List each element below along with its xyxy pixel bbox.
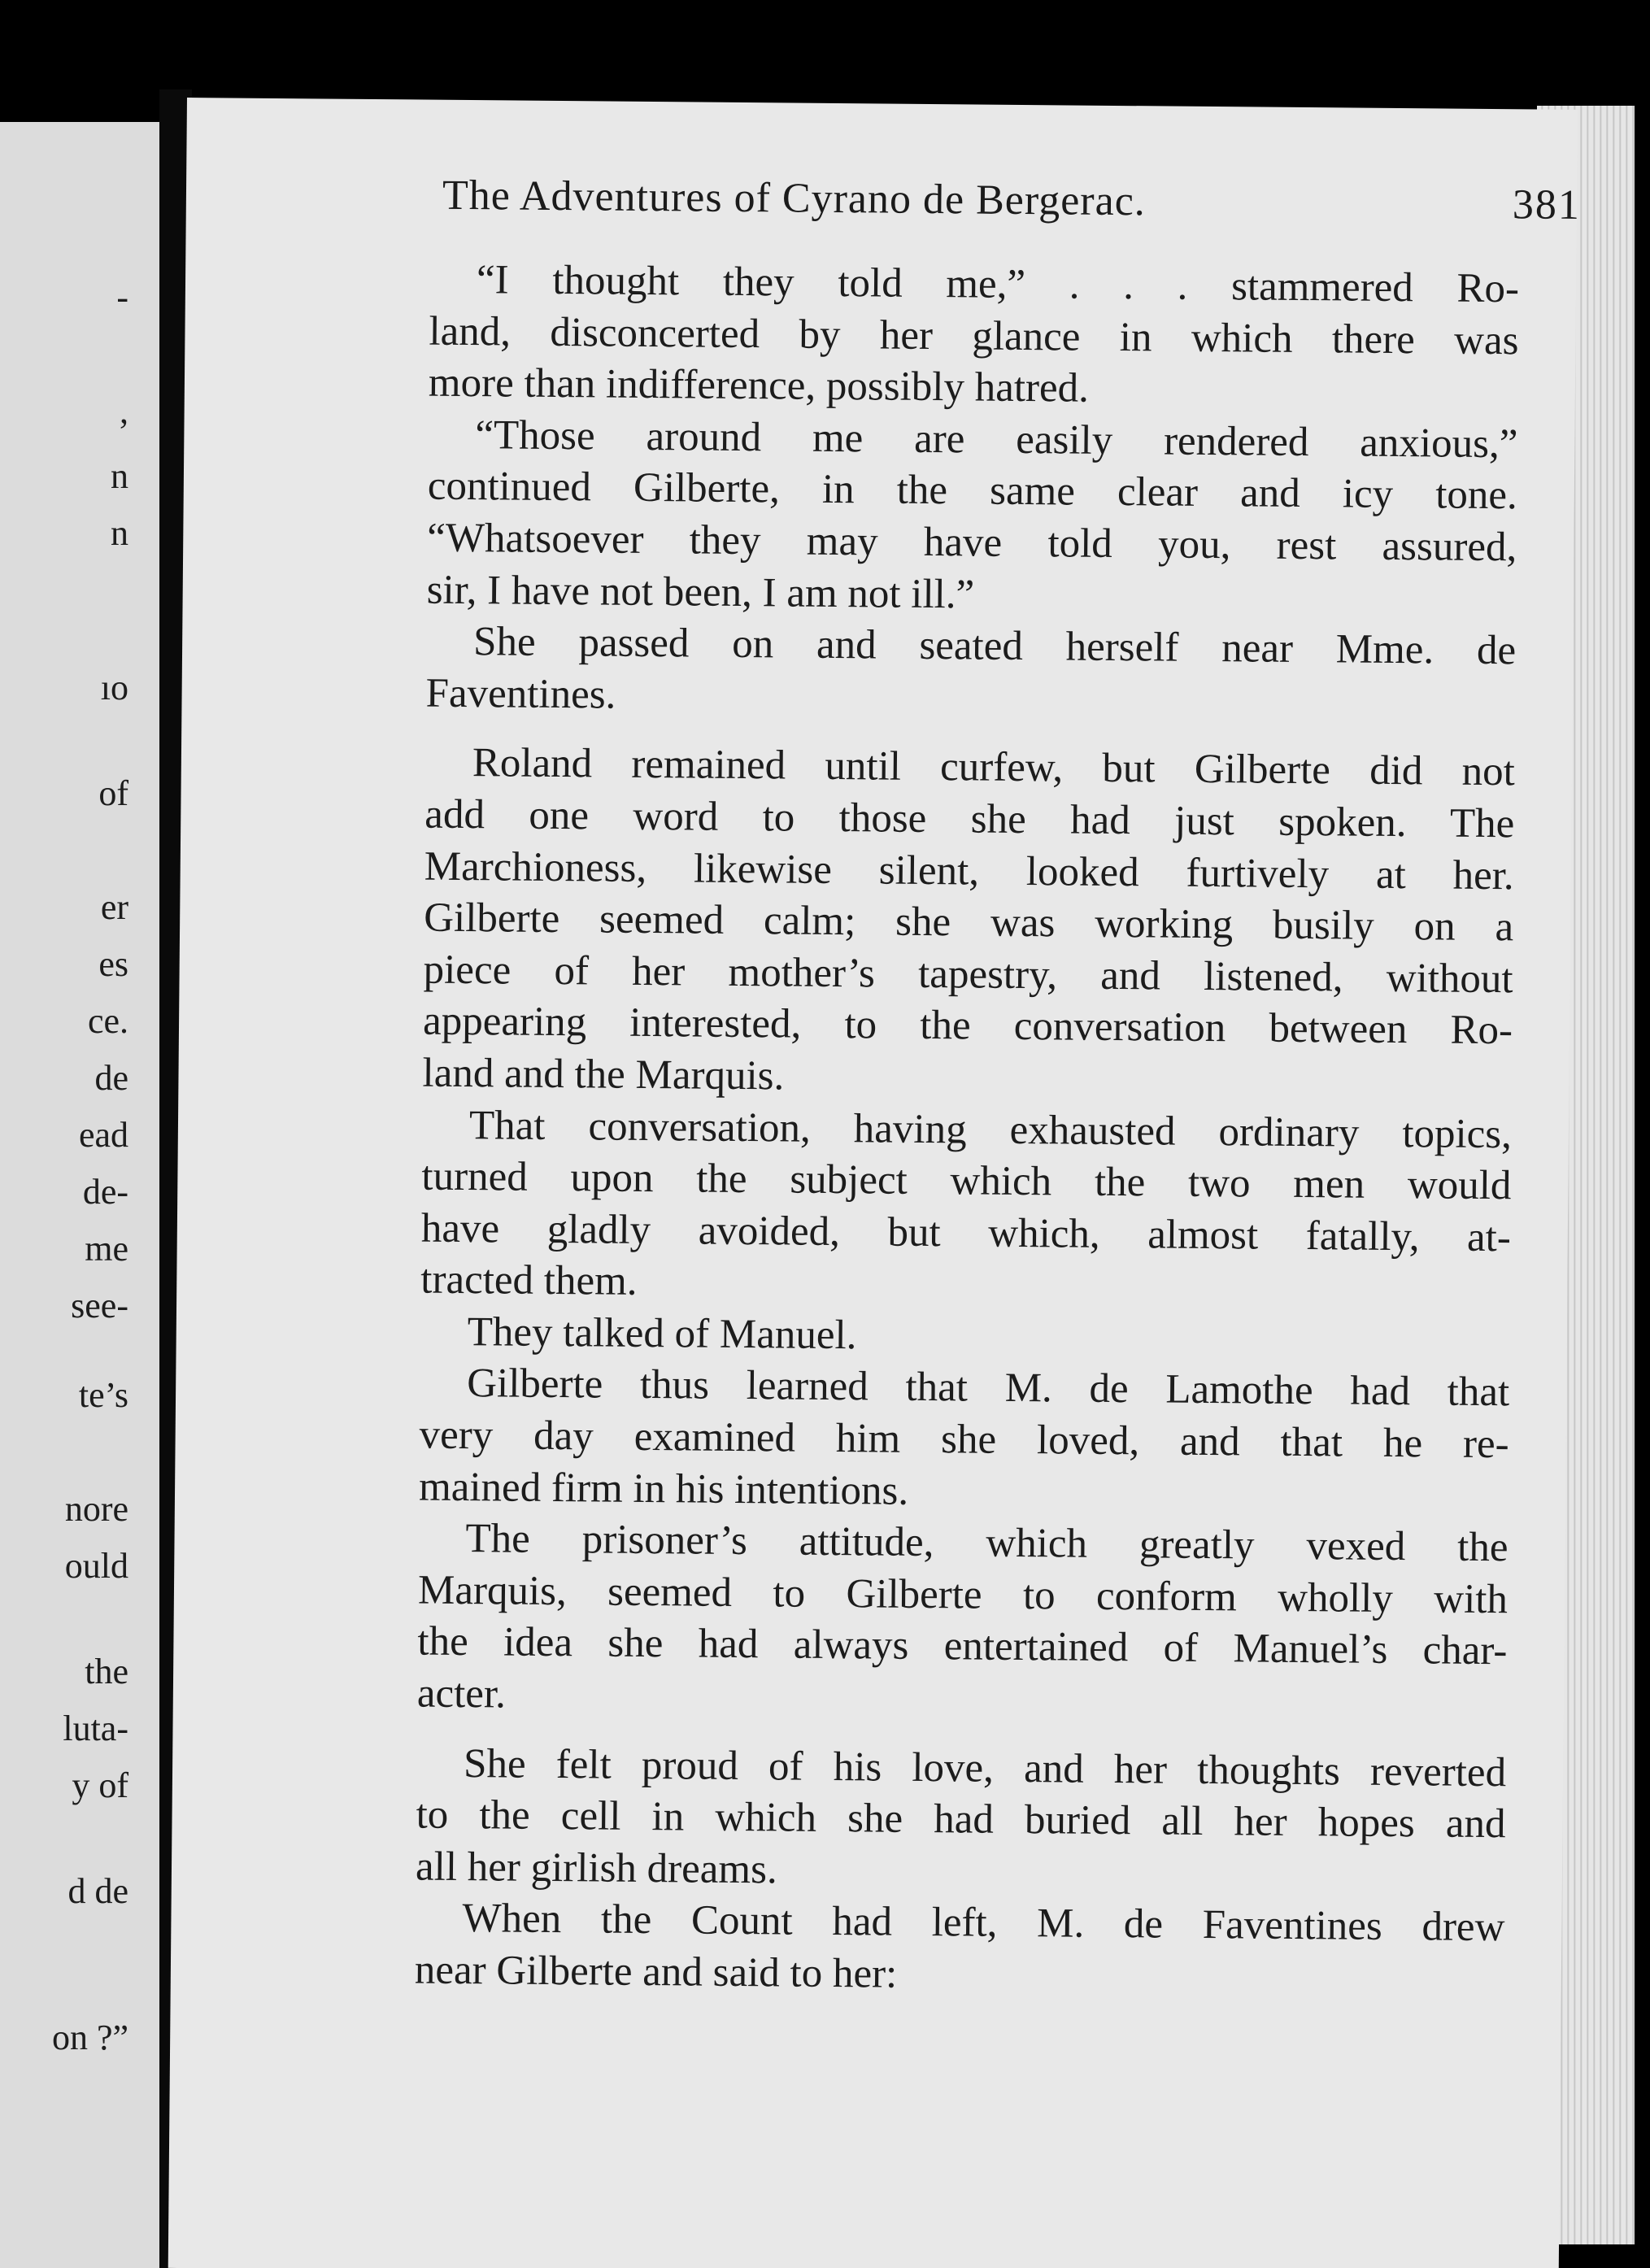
running-title: The Adventures of Cyrano de Bergerac. [442,172,1147,225]
text-line: mained firm in his intentions. [418,1464,909,1514]
text-line: the idea she had always entertained of Manuel’s char- [417,1618,1508,1674]
left-page-text-fragments [0,122,163,2268]
body-text [415,255,1520,2006]
left-page-fragment: nore [64,1489,128,1529]
left-page-fragment: de [94,1058,128,1098]
left-page-fragment: see- [71,1286,128,1326]
text-line: land, disconcerted by her glance in which there was [429,308,1519,363]
left-page-fragment: te’s [78,1375,128,1415]
text-line: turned upon the subject which the two men would [421,1153,1512,1209]
text-line: all her girlish dreams. [415,1844,777,1893]
left-page-fragment: de- [82,1172,128,1212]
left-page-fragment: er [100,887,128,927]
text-line: They talked of Manuel. [467,1308,857,1359]
text-line: The prisoner’s attitude, which greatly vexed the [465,1516,1509,1571]
right-page [168,98,1582,2268]
left-page-fragment: ould [64,1546,128,1586]
text-line: near Gilberte and said to her: [414,1947,898,1997]
text-line: tracted them. [420,1256,638,1305]
left-page-fragment: - [116,277,128,317]
text-line: appearing interested, to the conversation between Ro- [422,998,1513,1054]
text-line: She felt proud of his love, and her thoughts reverted [463,1740,1507,1796]
text-line: acter. [416,1670,507,1717]
text-line: “I thought they told me,” . . . stammered Ro- [476,257,1520,312]
left-page-fragment: n [111,456,128,496]
text-line: Marchioness, likewise silent, looked furtively at her. [424,843,1514,899]
running-header [442,172,1582,246]
text-line: When the Count had left, M. de Faventines drew [462,1896,1505,1951]
left-page-fragment: ıo [100,668,128,707]
text-line: That conversation, having exhausted ordinary topics, [468,1102,1513,1157]
left-page-fragment: the [85,1652,128,1691]
left-page-fragment: luta- [63,1709,128,1748]
text-line: “Whatsoever they may have told you, rest assured, [427,515,1517,571]
text-line: Marquis, seemed to Gilberte to conform wholly with [417,1567,1509,1623]
text-line: to the cell in which she had buried all her hopes and [416,1791,1506,1848]
left-page [0,122,163,2268]
left-page-fragment: y of [72,1765,128,1805]
left-page-fragment: me [85,1229,128,1269]
left-page-fragment: of [98,773,128,813]
left-page-fragment: ce. [87,1001,128,1041]
text-line: Gilberte thus learned that M. de Lamothe had that [466,1360,1510,1416]
text-line: more than indifference, possibly hatred. [428,359,1090,411]
text-line: Faventines. [425,670,616,718]
left-page-fragment: on ?” [51,2018,128,2057]
left-page-fragment: n [111,513,128,553]
text-line: add one word to those she had just spoken. The [424,791,1515,847]
text-line: sir, I have not been, I am not ill.” [426,567,975,618]
text-line: Gilberte seemed calm; she was working busily on a [423,895,1514,951]
left-page-fragment: ead [78,1115,128,1155]
text-line: continued Gilberte, in the same clear and icy tone. [427,463,1518,519]
text-line: Roland remained until curfew, but Gilberte did not [472,740,1516,795]
text-line: very day examined him she loved, and that he re- [419,1412,1509,1468]
text-line: land and the Marquis. [422,1050,785,1099]
left-page-fragment: , [120,391,128,431]
page-number: 381 [1512,181,1582,229]
text-line: piece of her mother’s tapestry, and listened, without [423,947,1513,1002]
text-line: She passed on and seated herself near Mme. de [472,619,1517,674]
left-page-fragment: es [98,944,128,984]
text-line: “Those around me are easily rendered anxious,” [475,411,1518,468]
left-page-fragment: d de [67,1871,128,1911]
text-line: have gladly avoided, but which, almost fatally, at- [420,1205,1512,1260]
